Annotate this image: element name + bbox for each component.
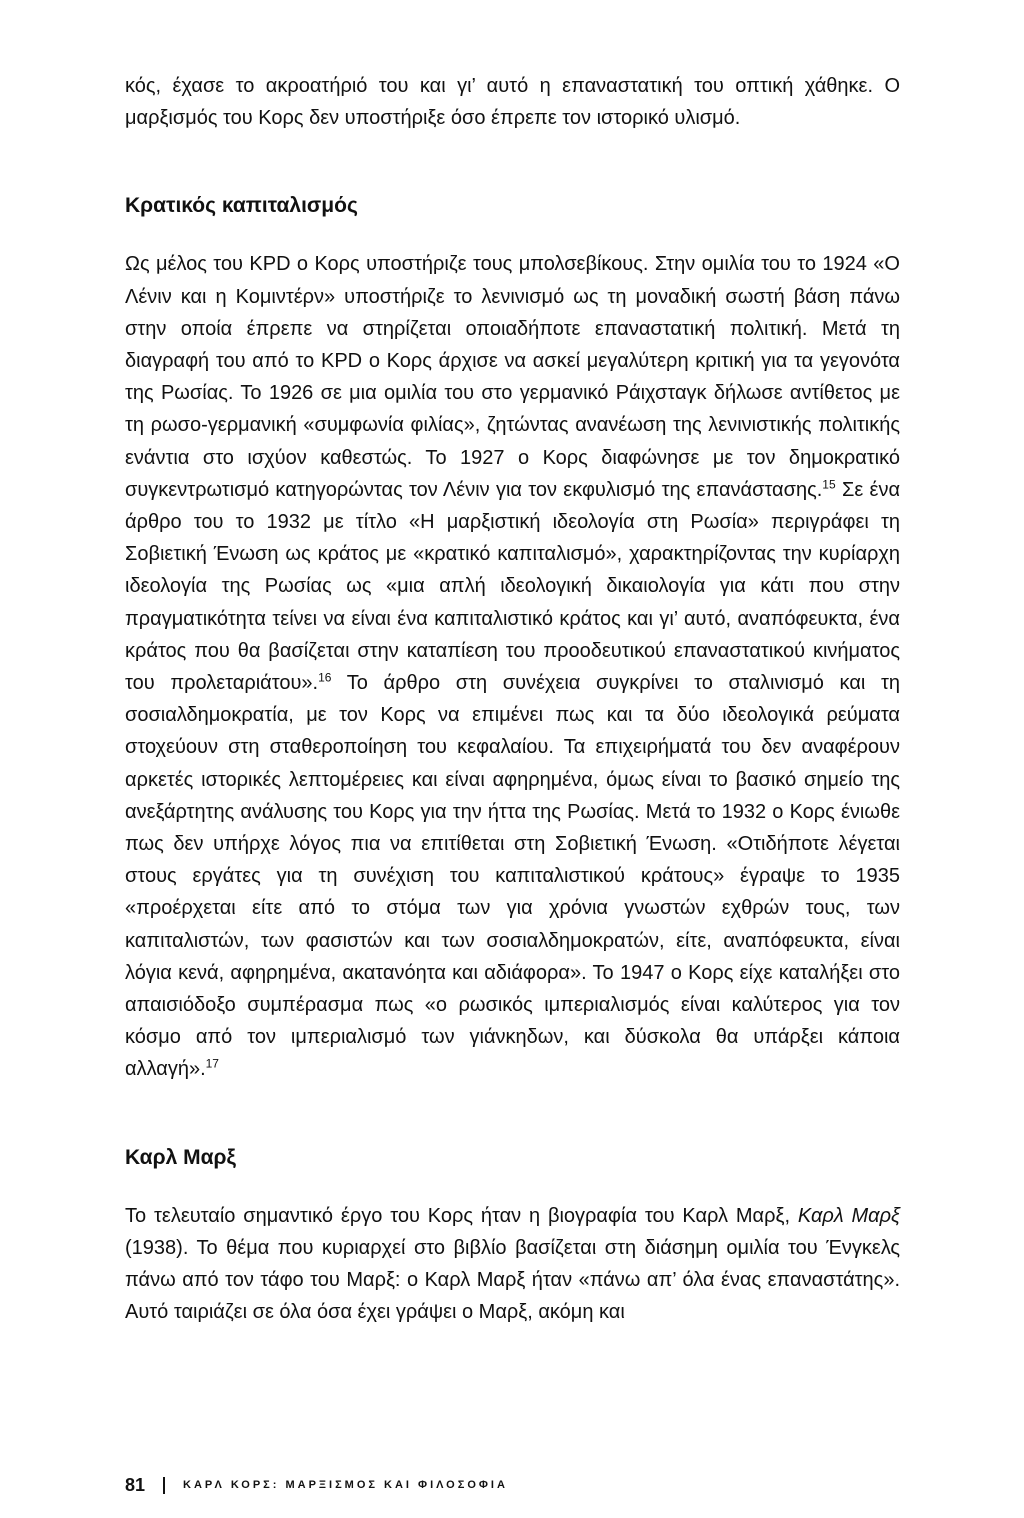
section-heading-karl-marx: Καρλ Μαρξ xyxy=(125,1145,236,1169)
paragraph-text-part-1: Ως μέλος του KPD ο Κορς υποστήριζε τους μπολσεβίκους. Στην ομιλία του το 1924 «Ο Λένιν και η Κομιντέρν» υποστήριζε το λενινισμό ως τη μοναδική σωστή βάση πάνω στην οποία έπρεπε να στηρίζεται οποιαδήποτε επαναστατική πολιτική. Μετά τη διαγραφή του από το KPD ο Κορς άρχισε να ασκεί μεγαλύτερη κριτική για τα γεγονότα της Ρωσίας. Το 1926 σε μια ομιλία του στο γερμανικό Ράιχσταγκ δήλωσε αντίθετος με τη ρωσο-γερμανική «συμφωνία φιλίας», ζητώντας ανανέωση της λενινιστικής πολιτικής ενάντια στο ισχύον καθεστώς. Το 1927 ο Κορς διαφώνησε με τον δημοκρατικό συγκεντρωτισμό κατηγορώντας τον Λένιν για τον εκφυλισμό της επανάστασης. xyxy=(125,253,900,501)
paragraph-karl-marx xyxy=(125,1200,900,1329)
paragraph-intro xyxy=(125,70,900,134)
page-number: 81 xyxy=(125,1474,146,1495)
page-footer xyxy=(125,1468,508,1502)
paragraph-karl-marx-text-1: Το τελευταίο σημαντικό έργο του Κορς ήταν η βιογραφία του Καρλ Μαρξ, xyxy=(125,1204,798,1227)
running-title: ΚΑΡΛ ΚΟΡΣ: ΜΑΡΞΙΣΜΟΣ ΚΑΙ ΦΙΛΟΣΟΦΙΑ xyxy=(183,1479,508,1491)
paragraph-text-part-2: Σε ένα άρθρο του το 1932 με τίτλο «Η μαρξιστική ιδεολογία στη Ρωσία» περιγράφει τη Σοβιετική Ένωση ως κράτος με «κρατικό καπιταλισμό», χαρακτηρίζοντας την κυρίαρχη ιδεολογία της Ρωσίας ως «μια απλή ιδεολογική δικαιολογία για κάτι που στην πραγματικότητα τείνει να είναι ένα καπιταλιστικό κράτος και γι’ αυτό, αναπόφευκτα, ένα κράτος που θα βασίζεται στην καταπίεση του προοδευτικού επαναστατικού κινήματος του προλεταριάτου». xyxy=(125,478,901,695)
book-title-italic: Καρλ Μαρξ xyxy=(797,1204,900,1227)
footer-divider xyxy=(163,1477,165,1494)
footnote-marker-15[interactable]: 15 xyxy=(822,477,836,492)
section-heading-state-capitalism: Κρατικός καπιταλισμός xyxy=(125,194,358,218)
paragraph-karl-marx-text-2: (1938). Το θέμα που κυριαρχεί στο βιβλίο βασίζεται στη διάσημη ομιλία του Ένγκελς πάνω από τον τάφο του Μαρξ: ο Καρλ Μαρξ ήταν «πάνω απ’ όλα ένας επαναστάτης». Αυτό ταιριάζει σε όλα όσα έχει γράψει ο Μαρξ, ακόμη και xyxy=(125,1236,900,1324)
paragraph-intro-text: κός, έχασε το ακροατήριό του και γι’ αυτό η επαναστατική του οπτική χάθηκε. Ο μαρξισμός του Κορς δεν υποστήριξε όσο έπρεπε τον ιστορικό υλισμό. xyxy=(125,75,900,130)
page-body xyxy=(125,70,900,1329)
paragraph-text-part-3: Το άρθρο στη συνέχεια συγκρίνει το σταλινισμό και τη σοσιαλδημοκρατία, με τον Κορς να επιμένει πως και τα δύο ιδεολογικά ρεύματα στοχεύουν στη σταθεροποίηση του κεφαλαίου. Τα επιχειρήματά του δεν αναφέρουν αρκετές ιστορικές λεπτομέρειες και είναι αφηρημένα, όμως είναι το βασικό σημείο της ανεξάρτητης ανάλυσης του Κορς για την ήττα της Ρωσίας. Μετά το 1932 ο Κορς ένιωθε πως δεν υπήρχε λόγος πια να επιτίθεται στη Σοβιετική Ένωση. «Οτιδήποτε λέγεται στους εργάτες για τη συνέχιση του καπιταλιστικού κράτους» έγραψε το 1935 «προέρχεται είτε από το στόμα των για χρόνια γνωστών εχθρών τους, των καπιταλιστών, των φασιστών και των σοσιαλδημοκρατών, είτε, αναπόφευκτα, είναι λόγια κενά, αφηρημένα, ακατανόητα και αδιάφορα». Το 1947 ο Κορς είχε καταλήξει στο απαισιόδοξο συμπέρασμα πως «ο ρωσικός ιμπεριαλισμός είναι καλύτερος για τον κόσμο από τον ιμπεριαλισμό των γιάνκηδων, και δύσκολα θα υπάρξει κάποια αλλαγή». xyxy=(125,672,900,1081)
paragraph-state-capitalism xyxy=(125,248,900,1085)
footnote-marker-16[interactable]: 16 xyxy=(318,670,332,685)
footnote-marker-17[interactable]: 17 xyxy=(205,1056,219,1071)
